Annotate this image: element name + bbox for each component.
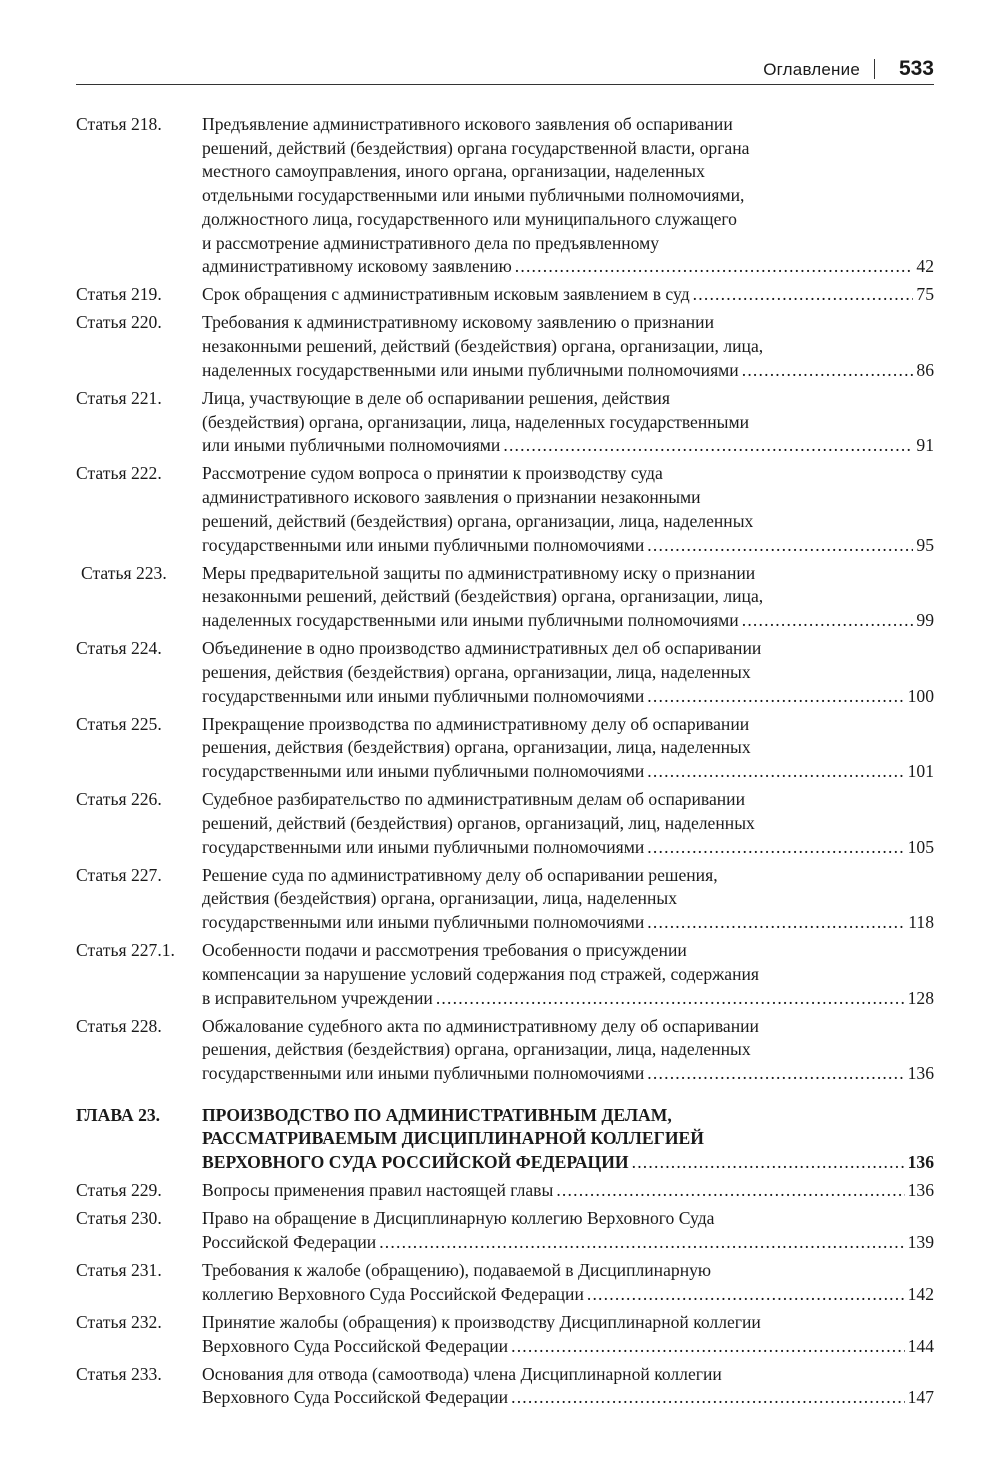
toc-entry-label: Статья 233.	[76, 1363, 162, 1384]
toc-title-line-text: государственными или иными публичными полномочиями	[202, 761, 645, 782]
toc-title-line: Принятие жалобы (обращения) к производству Дисциплинарной коллегии	[202, 1311, 761, 1332]
toc-entry-title	[202, 1207, 934, 1254]
toc-title-line	[202, 1151, 934, 1175]
toc-title-line	[202, 1335, 934, 1359]
toc-entry-title	[202, 462, 934, 557]
toc-article-entry[interactable]	[76, 1259, 934, 1306]
toc-page-number[interactable]: 139	[907, 1232, 934, 1253]
toc-article-entry[interactable]	[76, 113, 934, 279]
toc-title-line: решения, действия (бездействия) органа, организации, лица, наделенных	[202, 661, 751, 682]
toc-entry-label: Статья 225.	[76, 713, 162, 734]
dot-leader	[587, 1283, 905, 1307]
toc-article-entry[interactable]	[76, 311, 934, 382]
toc-page-number[interactable]: 91	[916, 435, 934, 456]
header-section-title: Оглавление	[763, 60, 860, 79]
toc-title-line: незаконными решений, действий (бездействия) органа, организации, лица,	[202, 336, 764, 357]
toc-title-line	[202, 685, 934, 709]
toc-article-entry[interactable]	[76, 387, 934, 458]
toc-title-line-text: ВЕРХОВНОГО СУДА РОССИЙСКОЙ ФЕДЕРАЦИИ	[202, 1152, 629, 1173]
toc-title-line: отдельными государственными или иными публичными полномочиями,	[202, 185, 745, 206]
toc-title-line: Рассмотрение судом вопроса о принятии к производству суда	[202, 463, 663, 484]
toc-article-entry[interactable]	[76, 864, 934, 935]
toc-title-line: решения, действия (бездействия) органа, организации, лица, наделенных	[202, 1039, 751, 1060]
toc-article-entry[interactable]	[76, 713, 934, 784]
toc-title-line-text: наделенных государственными или иными публичными полномочиями	[202, 610, 739, 631]
toc-title-line-text: государственными или иными публичными полномочиями	[202, 912, 645, 933]
toc-title-line: Предъявление административного искового заявления об оспаривании	[202, 114, 733, 134]
toc-entry-label: Статья 220.	[76, 312, 162, 333]
toc-entry-label: Статья 218.	[76, 114, 162, 134]
toc-title-line: решений, действий (бездействия) органа, организации, лица, наделенных	[202, 510, 754, 531]
toc-entry-title	[202, 387, 934, 458]
toc-title-line: Прекращение производства по административному делу об оспаривании	[202, 713, 750, 734]
toc-entry-title	[202, 1363, 934, 1410]
dot-leader	[503, 434, 913, 458]
toc-entry-label: Статья 227.1.	[76, 940, 175, 961]
dot-leader	[693, 283, 914, 307]
toc-title-line-text: Российской Федерации	[202, 1232, 377, 1253]
toc-entry-label: Статья 223.	[81, 562, 167, 583]
dot-leader	[647, 1062, 904, 1086]
toc-page-number[interactable]: 42	[916, 256, 934, 277]
toc-title-line: ПРОИЗВОДСТВО ПО АДМИНИСТРАТИВНЫМ ДЕЛАМ,	[202, 1104, 672, 1125]
toc-entry-label: Статья 226.	[76, 789, 162, 810]
toc-entry-label: Статья 222.	[76, 463, 162, 484]
toc-article-entry[interactable]	[76, 462, 934, 557]
toc-title-line: решения, действия (бездействия) органа, организации, лица, наделенных	[202, 737, 751, 758]
toc-page-number[interactable]: 100	[907, 685, 934, 706]
toc-entry-label: Статья 221.	[76, 387, 162, 408]
toc-title-line: Лица, участвующие в деле об оспаривании решения, действия	[202, 387, 670, 408]
toc-title-line: Право на обращение в Дисциплинарную коллегию Верховного Суда	[202, 1208, 715, 1229]
dot-leader	[379, 1231, 904, 1255]
toc-entry-title	[202, 1104, 934, 1175]
toc-title-line	[202, 534, 934, 558]
toc-page-number[interactable]: 86	[916, 359, 934, 380]
toc-title-line: решений, действий (бездействия) органа государственной власти, органа	[202, 137, 750, 158]
toc-title-line	[202, 1283, 934, 1307]
toc-title-line-text: государственными или иными публичными полномочиями	[202, 534, 645, 555]
toc-title-line: Объединение в одно производство административных дел об оспаривании	[202, 638, 762, 659]
running-header	[76, 58, 934, 85]
toc-entry-title	[202, 1015, 934, 1086]
toc-article-entry[interactable]	[76, 1363, 934, 1410]
table-of-contents	[76, 113, 934, 1415]
toc-article-entry[interactable]	[76, 939, 934, 1010]
toc-title-line	[202, 283, 934, 307]
dot-leader	[647, 911, 905, 935]
toc-title-line-text: Верховного Суда Российской Федерации	[202, 1387, 509, 1408]
toc-title-line	[202, 609, 934, 633]
toc-article-entry[interactable]	[76, 637, 934, 708]
toc-page-number[interactable]: 136	[907, 1180, 934, 1201]
toc-entry-label: Статья 231.	[76, 1260, 162, 1281]
toc-entry-label: Статья 224.	[76, 638, 162, 659]
toc-entry-title	[202, 311, 934, 382]
toc-title-line: Требования к административному исковому заявлению о признании	[202, 312, 714, 333]
toc-title-line: Меры предварительной защиты по административному иску о признании	[202, 562, 756, 583]
toc-title-line: компенсации за нарушение условий содержания под стражей, содержания	[202, 963, 760, 984]
toc-title-line-text: или иными публичными полномочиями	[202, 435, 501, 456]
toc-title-line: Судебное разбирательство по административным делам об оспаривании	[202, 789, 746, 810]
toc-page-number[interactable]: 147	[907, 1387, 934, 1408]
toc-title-line	[202, 1231, 934, 1255]
toc-page-number[interactable]: 136	[907, 1063, 934, 1084]
dot-leader	[647, 685, 904, 709]
dot-leader	[515, 255, 914, 279]
toc-page-number[interactable]: 95	[916, 534, 934, 555]
toc-entry-label: Статья 219.	[76, 284, 162, 305]
toc-title-line-text: коллегию Верховного Суда Российской Федерации	[202, 1283, 584, 1304]
toc-entry-label: Статья 230.	[76, 1208, 162, 1229]
toc-title-line-text: государственными или иными публичными полномочиями	[202, 836, 645, 857]
toc-title-line: Особенности подачи и рассмотрения требования о присуждении	[202, 940, 687, 961]
toc-title-line-text: наделенных государственными или иными публичными полномочиями	[202, 359, 739, 380]
toc-title-line: Решение суда по административному делу об оспаривании решения,	[202, 864, 718, 885]
dot-leader	[647, 760, 904, 784]
toc-entry-title	[202, 713, 934, 784]
toc-title-line	[202, 760, 934, 784]
toc-page-number[interactable]: 99	[916, 610, 934, 631]
toc-title-line	[202, 255, 934, 279]
toc-title-line: должностного лица, государственного или муниципального служащего	[202, 208, 737, 229]
toc-entry-label: Статья 228.	[76, 1015, 162, 1036]
toc-title-line: РАССМАТРИВАЕМЫМ ДИСЦИПЛИНАРНОЙ КОЛЛЕГИЕЙ	[202, 1128, 704, 1149]
toc-title-line-text: Верховного Суда Российской Федерации	[202, 1335, 509, 1356]
dot-leader	[647, 534, 913, 558]
toc-entry-title	[202, 637, 934, 708]
toc-title-line-text: государственными или иными публичными полномочиями	[202, 1063, 645, 1084]
toc-title-line: (бездействия) органа, организации, лица, наделенных государственными	[202, 411, 750, 432]
toc-article-entry[interactable]	[76, 1207, 934, 1254]
toc-article-entry[interactable]	[76, 788, 934, 859]
toc-page-number[interactable]: 144	[907, 1335, 934, 1356]
toc-title-line-text: Срок обращения с административным исковым заявлением в суд	[202, 284, 690, 305]
dot-leader	[511, 1335, 905, 1359]
toc-article-entry[interactable]	[76, 283, 934, 307]
toc-entry-title	[202, 939, 934, 1010]
dot-leader	[556, 1179, 904, 1203]
dot-leader	[647, 836, 904, 860]
toc-title-line	[202, 836, 934, 860]
dot-leader	[436, 987, 905, 1011]
dot-leader	[632, 1151, 905, 1175]
header-page-number: 533	[898, 57, 934, 80]
toc-entry-title	[202, 1259, 934, 1306]
toc-title-line-text: административному исковому заявлению	[202, 256, 512, 277]
toc-title-line: Основания для отвода (самоотвода) члена Дисциплинарной коллегии	[202, 1363, 722, 1384]
dot-leader	[511, 1386, 905, 1410]
toc-article-entry[interactable]	[76, 562, 934, 633]
toc-entry-title	[202, 788, 934, 859]
toc-page-number[interactable]: 136	[907, 1152, 934, 1173]
toc-title-line: действия (бездействия) органа, организации, лица, наделенных	[202, 888, 677, 909]
toc-entry-label: ГЛАВА 23.	[76, 1104, 161, 1125]
dot-leader	[742, 609, 914, 633]
toc-entry-label: Статья 227.	[76, 864, 162, 885]
toc-entry-title	[202, 562, 934, 633]
toc-entry-title	[202, 283, 934, 307]
toc-title-line: и рассмотрение административного дела по предъявленному	[202, 232, 660, 253]
toc-article-entry[interactable]	[76, 1311, 934, 1358]
toc-title-line	[202, 1179, 934, 1203]
toc-title-line	[202, 987, 934, 1011]
toc-title-line	[202, 359, 934, 383]
toc-entry-title	[202, 1179, 934, 1203]
toc-entry-label: Статья 232.	[76, 1311, 162, 1332]
toc-title-line	[202, 434, 934, 458]
toc-title-line-text: Вопросы применения правил настоящей главы	[202, 1180, 554, 1201]
header-separator	[874, 59, 876, 79]
toc-title-line	[202, 1386, 934, 1410]
toc-title-line: местного самоуправления, иного органа, организации, наделенных	[202, 161, 705, 182]
toc-page-number[interactable]: 105	[907, 836, 934, 857]
toc-page-number[interactable]: 75	[916, 284, 934, 305]
toc-title-line: решений, действий (бездействия) органов, организаций, лиц, наделенных	[202, 812, 755, 833]
toc-title-line: административного искового заявления о признании незаконными	[202, 487, 701, 508]
toc-title-line	[202, 911, 934, 935]
toc-article-entry[interactable]	[76, 1015, 934, 1086]
toc-article-entry[interactable]	[76, 1179, 934, 1203]
toc-chapter-entry[interactable]	[76, 1104, 934, 1175]
toc-title-line: Требования к жалобе (обращению), подаваемой в Дисциплинарную	[202, 1260, 712, 1281]
toc-page-number[interactable]: 101	[907, 761, 934, 782]
toc-title-line	[202, 1062, 934, 1086]
toc-title-line: Обжалование судебного акта по административному делу об оспаривании	[202, 1015, 759, 1036]
toc-page-number[interactable]: 142	[907, 1283, 934, 1304]
toc-entry-title	[202, 864, 934, 935]
toc-entry-label: Статья 229.	[76, 1180, 162, 1201]
toc-title-line: незаконными решений, действий (бездействия) органа, организации, лица,	[202, 586, 764, 607]
toc-title-line-text: в исправительном учреждении	[202, 987, 433, 1008]
toc-title-line-text: государственными или иными публичными полномочиями	[202, 685, 645, 706]
toc-entry-title	[202, 1311, 934, 1358]
toc-page-number[interactable]: 128	[907, 987, 934, 1008]
dot-leader	[742, 359, 914, 383]
toc-entry-title	[202, 113, 934, 279]
toc-page-number[interactable]: 118	[908, 912, 934, 933]
